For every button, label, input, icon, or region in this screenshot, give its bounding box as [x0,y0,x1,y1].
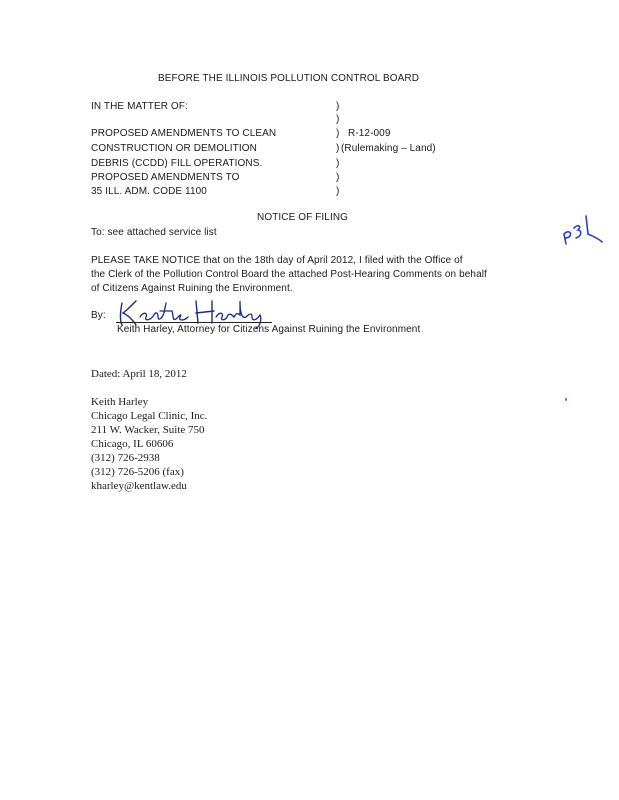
board-title: BEFORE THE ILLINOIS POLLUTION CONTROL BOARD [158,73,420,84]
caption-paren: ) [336,143,340,154]
caption-paren: ) [336,172,340,183]
caption-line: PROPOSED AMENDMENTS TO CLEAN [91,128,277,139]
signature-line [116,322,272,323]
caption-line: CONSTRUCTION OR DEMOLITION [91,143,257,154]
docket-number: R-12-009 [348,128,391,139]
contact-line: (312) 726-5206 (fax) [91,466,184,478]
by-label: By: [91,310,106,321]
caption-line: DEBRIS (CCDD) FILL OPERATIONS. [91,158,263,169]
docket-type: (Rulemaking – Land) [341,143,436,154]
service-list-line: To: see attached service list [91,227,217,238]
caption-paren: ) [336,114,340,125]
notice-body-line: PLEASE TAKE NOTICE that on the 18th day of April 2012, I filed with the Office of [91,255,463,266]
caption-line: PROPOSED AMENDMENTS TO [91,172,240,183]
email-address: kharley@kentlaw.edu [91,480,187,492]
caption-paren: ) [336,128,340,139]
signatory-line: Keith Harley, Attorney for Citizens Against Ruining the Environment [117,324,421,335]
contact-line: Chicago Legal Clinic, Inc. [91,410,208,422]
caption-line: IN THE MATTER OF: [91,101,188,112]
caption-paren: ) [336,101,340,112]
notice-body-line: of Citizens Against Ruining the Environment. [91,283,293,294]
notice-title: NOTICE OF FILING [257,212,349,223]
contact-line: 211 W. Wacker, Suite 750 [91,424,205,436]
notice-body-line: the Clerk of the Pollution Control Board the attached Post-Hearing Comments on behalf [91,269,487,280]
stray-mark [565,398,567,401]
handwritten-page-mark [556,212,606,250]
caption-paren: ) [336,158,340,169]
caption-line: 35 ILL. ADM. CODE 1100 [91,186,207,197]
caption-paren: ) [336,186,340,197]
contact-line: (312) 726-2938 [91,452,160,464]
date-line: Dated: April 18, 2012 [91,368,187,380]
contact-line: Keith Harley [91,396,149,408]
contact-line: Chicago, IL 60606 [91,438,174,450]
